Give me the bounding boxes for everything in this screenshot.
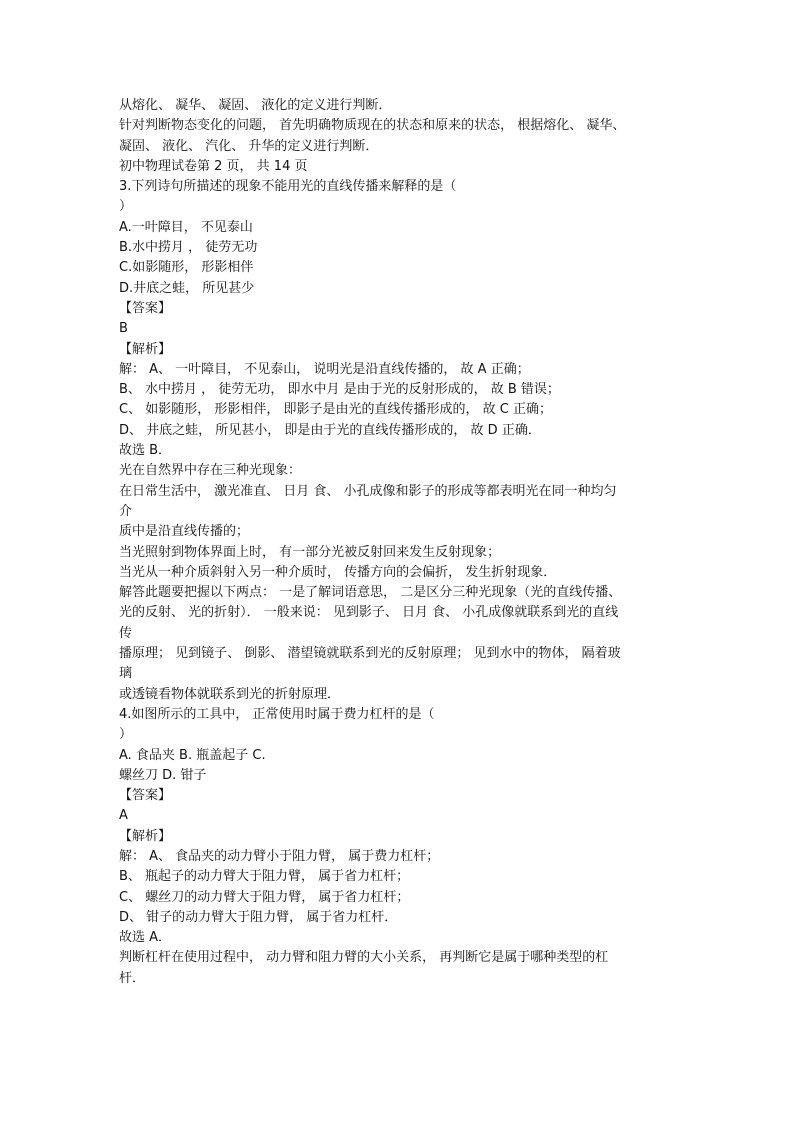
question-4-options: 螺丝刀 D. 钳子 — [119, 767, 207, 783]
text-line: 传 — [119, 625, 133, 641]
text-line: C、 如影随形， 形影相伴， 即影子是由光的直线传播形成的， 故 C 正确； — [119, 402, 552, 418]
question-3-option-d: D.井底之蛙， 所见甚少 — [119, 280, 255, 296]
text-line: 光在自然界中存在三种光现象： — [119, 463, 302, 479]
text-line: 光的反射、 光的折射）． 一般来说： 见到影子、 日月 食、 小孔成像就联系到光的直线 — [119, 605, 619, 621]
answer-heading: 【答案】 — [119, 300, 172, 316]
analysis-heading: 【解析】 — [119, 341, 172, 357]
text-line: 解： A、 一叶障目， 不见泰山， 说明光是沿直线传播的， 故 A 正确； — [119, 361, 530, 377]
text-line: 故选 A． — [119, 930, 172, 946]
answer-value: A — [119, 808, 128, 824]
text-line: 针对判断物态变化的问题， 首先明确物质现在的状态和原来的状态， 根据熔化、 凝华、 — [119, 118, 626, 134]
text-line: 播原理； 见到镜子、 倒影、 潜望镜就联系到光的反射原理； 见到水中的物体， 隔着玻 — [119, 646, 621, 662]
text-line: 璃 — [119, 666, 133, 682]
text-line: D、 井底之蛙， 所见甚小， 即是由于光的直线传播形成的， 故 D 正确． — [119, 422, 541, 438]
text-line: 凝固、 液化、 汽化、 升华的定义进行判断． — [119, 138, 379, 154]
page-footer-text: 初中物理试卷第 2 页， 共 14 页 — [119, 158, 308, 174]
question-3-stem: 3.下列诗句所描述的现象不能用光的直线传播来解释的是（ — [119, 179, 457, 195]
question-4-stem-end: ） — [119, 727, 133, 743]
question-3-option-a: A.一叶障目， 不见泰山 — [119, 219, 253, 235]
text-line: 从熔化、 凝华、 凝固、 液化的定义进行判断． — [119, 98, 392, 113]
text-line: B、 瓶起子的动力臂大于阻力臂， 属于省力杠杆； — [119, 869, 410, 885]
text-line: 质中是沿直线传播的； — [119, 524, 250, 540]
analysis-heading: 【解析】 — [119, 828, 172, 844]
text-line: D、 钳子的动力臂大于阻力臂， 属于省力杠杆． — [119, 909, 398, 925]
text-line: 当光照射到物体界面上时， 有一部分光被反射回来发生反射现象； — [119, 544, 501, 560]
document-body — [119, 96, 679, 989]
text-line: 故选 B． — [119, 443, 172, 459]
text-line: C、 螺丝刀的动力臂大于阻力臂， 属于省力杠杆； — [119, 889, 410, 905]
question-3-option-c: C.如影随形， 形影相伴 — [119, 260, 254, 276]
answer-value: B — [119, 321, 128, 337]
text-line: 解答此题要把握以下两点： 一是了解词语意思， 二是区分三种光现象（光的直线传播、 — [119, 585, 622, 601]
text-line: 或透镜看物体就联系到光的折射原理． — [119, 686, 341, 702]
text-line: B、 水中捞月 ， 徒劳无功， 即水中月 是由于光的反射形成的， 故 B 错误； — [119, 382, 560, 398]
text-line: 解： A、 食品夹的动力臂小于阻力臂， 属于费力杠杆； — [119, 848, 440, 864]
answer-heading: 【答案】 — [119, 788, 172, 804]
text-line: 介 — [119, 503, 133, 519]
question-4-stem: 4.如图所示的工具中， 正常使用时属于费力杠杆的是（ — [119, 706, 435, 722]
text-line: 杆． — [119, 970, 146, 986]
text-line: 当光从一种介质斜射入另一种介质时， 传播方向的会偏折， 发生折射现象． — [119, 564, 557, 580]
question-3-stem-end: ） — [119, 199, 133, 215]
text-line: 在日常生活中， 激光准直、 日月 食、 小孔成像和影子的形成等都表明光在同一种均匀 — [119, 483, 617, 499]
question-3-option-b: B.水中捞月 ， 徒劳无功 — [119, 240, 258, 256]
text-line: 判断杠杆在使用过程中， 动力臂和阻力臂的大小关系， 再判断它是属于哪种类型的杠 — [119, 950, 609, 966]
question-4-options: A. 食品夹 B. 瓶盖起子 C. — [119, 747, 266, 763]
